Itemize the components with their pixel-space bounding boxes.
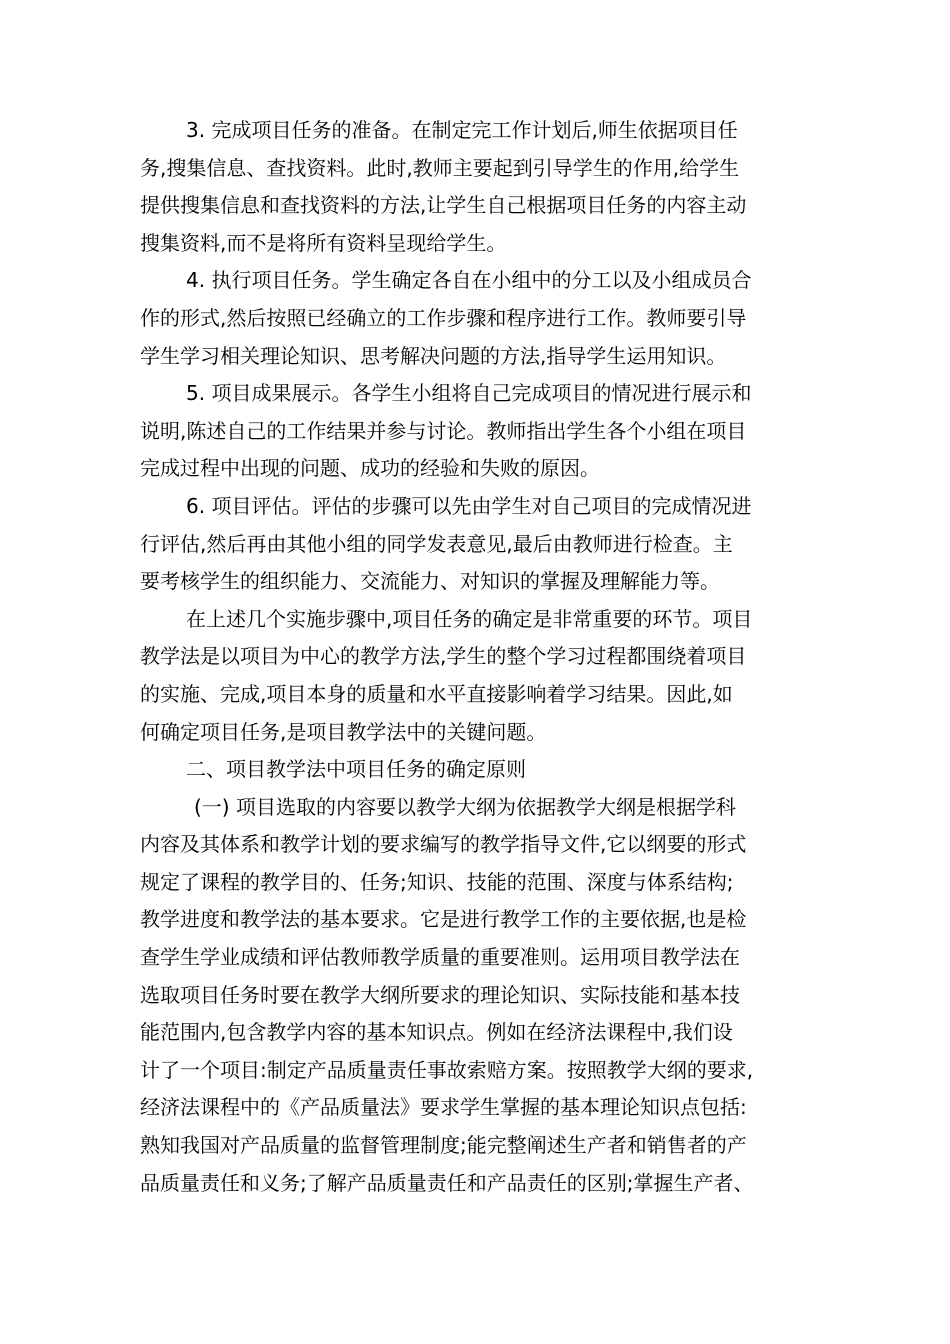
text-line: 计了一个项目:制定产品质量责任事故索赔方案。按照教学大纲的要求, (140, 1057, 754, 1082)
text-line: 内容及其体系和教学计划的要求编写的教学指导文件,它以纲要的形式 (140, 832, 747, 857)
text-line: 完成过程中出现的问题、成功的经验和失败的原因。 (140, 456, 600, 481)
text-line: 务,搜集信息、查找资料。此时,教师主要起到引导学生的作用,给学生 (140, 155, 740, 180)
text-line: 3. 完成项目任务的准备。在制定完工作计划后,师生依据项目任 (186, 118, 738, 142)
paragraph-step-5 (140, 375, 824, 488)
text-line: 规定了课程的教学目的、任务;知识、技能的范围、深度与体系结构; (140, 869, 734, 894)
text-line: 教学进度和教学法的基本要求。它是进行教学工作的主要依据,也是检 (140, 907, 747, 932)
text-line: 教学法是以项目为中心的教学方法,学生的整个学习过程都围绕着项目 (140, 644, 747, 669)
text-line: 何确定项目任务,是项目教学法中的关键问题。 (140, 719, 547, 744)
text-line: 要考核学生的组织能力、交流能力、对知识的掌握及理解能力等。 (140, 569, 720, 594)
text-line: 查学生学业成绩和评估教师教学质量的重要准则。运用项目教学法在 (140, 945, 740, 970)
heading-line: 二、项目教学法中项目任务的确定原则 (186, 757, 526, 782)
paragraph-step-6 (140, 488, 824, 601)
text-line: 作的形式,然后按照已经确立的工作步骤和程序进行工作。教师要引导 (140, 305, 747, 330)
text-line: 选取项目任务时要在教学大纲所要求的理论知识、实际技能和基本技 (140, 982, 740, 1007)
text-line: 说明,陈述自己的工作结果并参与讨论。教师指出学生各个小组在项目 (140, 418, 747, 443)
text-line: 提供搜集信息和查找资料的方法,让学生自己根据项目任务的内容主动 (140, 193, 747, 218)
text-line: 行评估,然后再由其他小组的同学发表意见,最后由教师进行检查。主 (140, 531, 733, 556)
text-line: 的实施、完成,项目本身的质量和水平直接影响着学习结果。因此,如 (140, 681, 733, 706)
text-line: (一) 项目选取的内容要以教学大纲为依据教学大纲是根据学科 (194, 794, 736, 819)
paragraph-step-4 (140, 262, 824, 375)
text-line: 品质量责任和义务;了解产品质量责任和产品责任的区别;掌握生产者、 (140, 1170, 754, 1195)
text-line: 学生学习相关理论知识、思考解决问题的方法,指导学生运用知识。 (140, 343, 727, 368)
text-line: 经济法课程中的《产品质量法》要求学生掌握的基本理论知识点包括: (140, 1095, 747, 1120)
text-line: 在上述几个实施步骤中,项目任务的确定是非常重要的环节。项目 (186, 606, 753, 631)
paragraph-summary (140, 601, 824, 751)
text-line: 6. 项目评估。评估的步骤可以先由学生对自己项目的完成情况进 (186, 493, 752, 518)
paragraph-principle-1 (140, 789, 824, 1203)
text-line: 能范围内,包含教学内容的基本知识点。例如在经济法课程中,我们设 (140, 1020, 733, 1045)
text-line: 搜集资料,而不是将所有资料呈现给学生。 (140, 230, 507, 255)
text-line: 熟知我国对产品质量的监督管理制度;能完整阐述生产者和销售者的产 (140, 1133, 747, 1158)
text-line: 5. 项目成果展示。各学生小组将自己完成项目的情况进行展示和 (186, 381, 752, 406)
paragraph-step-3 (140, 112, 824, 262)
section-heading (140, 751, 824, 789)
document-body (140, 112, 824, 1202)
text-line: 4. 执行项目任务。学生确定各自在小组中的分工以及小组成员合 (186, 268, 752, 293)
